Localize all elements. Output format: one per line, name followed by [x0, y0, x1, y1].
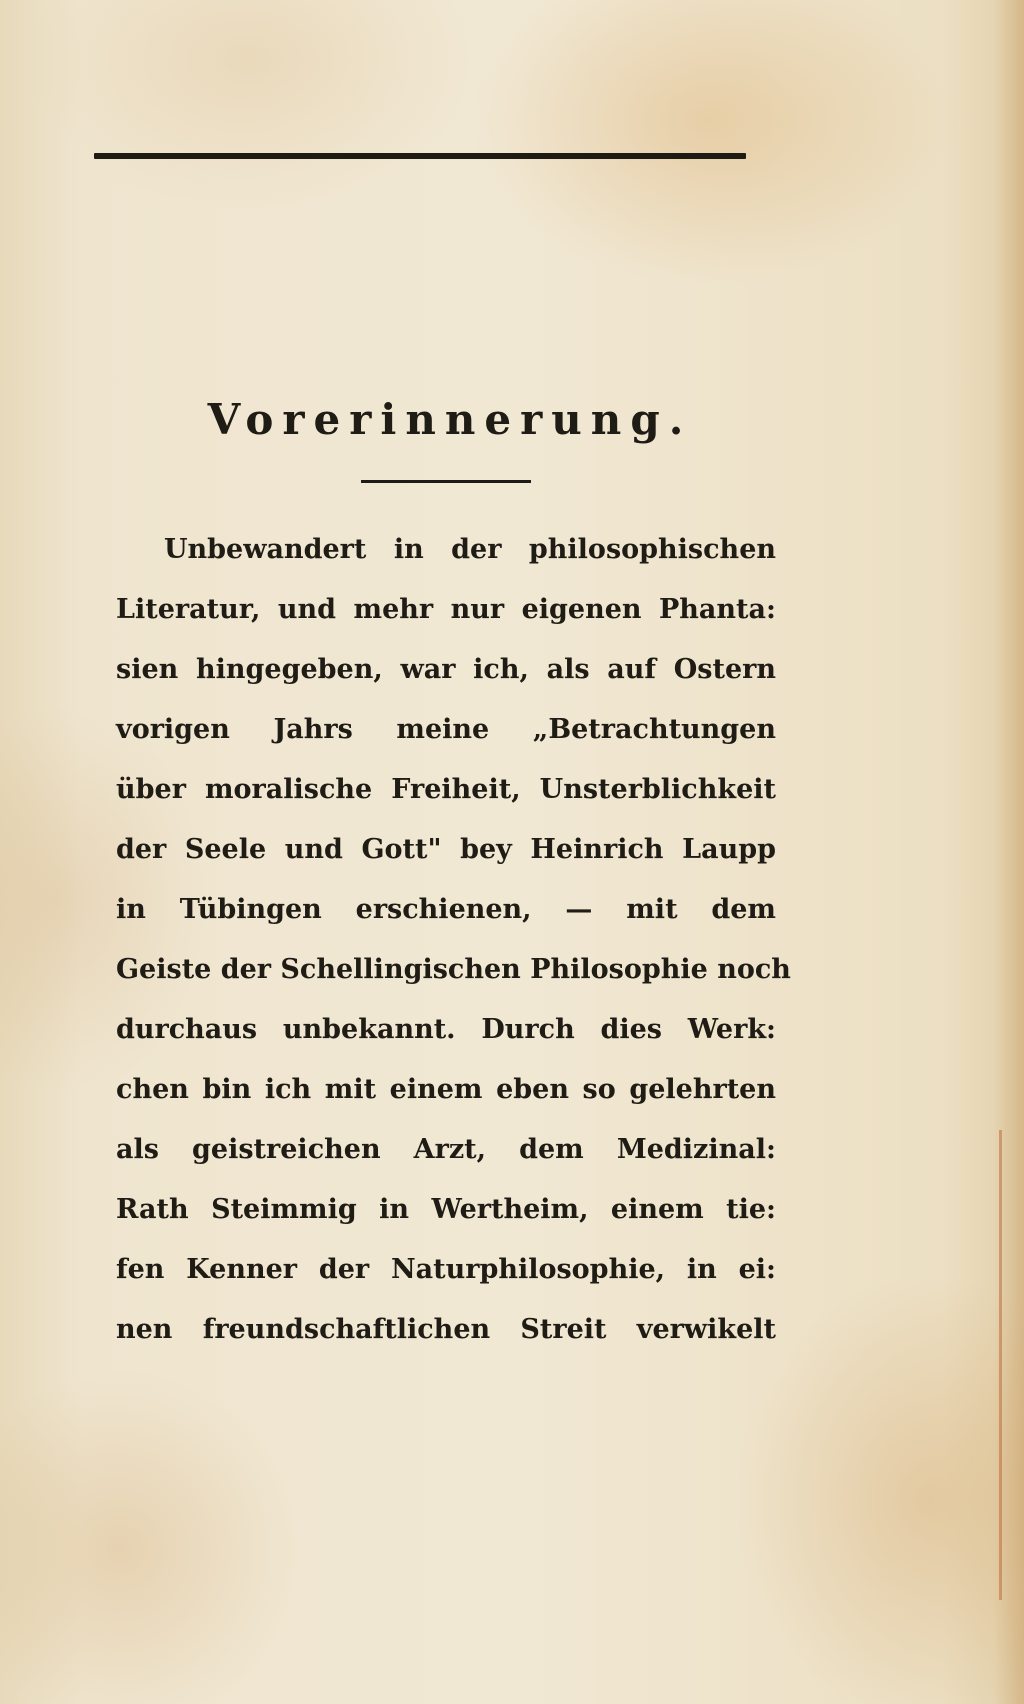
top-rule: [94, 153, 746, 159]
text-line: Geiste der Schellingischen Philosophie noch: [116, 954, 791, 985]
body-text: [116, 520, 791, 1360]
text-line: in Tübingen erschienen, — mit dem: [116, 894, 776, 925]
page-edge-stain: [999, 1130, 1002, 1600]
heading-rule: [361, 480, 531, 483]
text-line: Unbewandert in der philosophischen: [164, 534, 776, 565]
text-line: durchaus unbekannt. Durch dies Werk:: [116, 1014, 776, 1045]
text-line: chen bin ich mit einem eben so gelehrten: [116, 1074, 776, 1105]
text-line: sien hingegeben, war ich, als auf Ostern: [116, 654, 776, 685]
text-line: vorigen Jahrs meine „Betrachtungen: [116, 714, 776, 745]
section-heading: Vorerinnerung.: [207, 395, 693, 444]
text-line: nen freundschaftlichen Streit verwikelt: [116, 1314, 776, 1345]
text-line: Rath Steimmig in Wertheim, einem tie:: [116, 1194, 776, 1225]
text-line: über moralische Freiheit, Unsterblichkeit: [116, 774, 776, 805]
text-line: Literatur, und mehr nur eigenen Phanta:: [116, 594, 776, 625]
text-line: als geistreichen Arzt, dem Medizinal:: [116, 1134, 776, 1165]
text-line: fen Kenner der Naturphilosophie, in ei:: [116, 1254, 776, 1285]
text-line: der Seele und Gott" bey Heinrich Laupp: [116, 834, 776, 865]
